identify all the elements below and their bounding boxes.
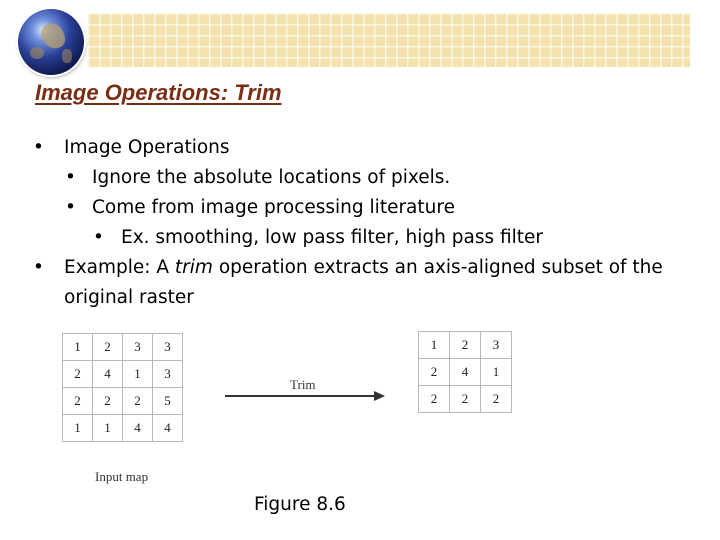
grid-cell: 1	[419, 332, 450, 359]
bullet-marker: •	[33, 137, 44, 158]
bullet-text: Come from image processing literature	[92, 197, 455, 218]
grid-row	[419, 386, 512, 413]
bullet-marker: •	[65, 167, 76, 188]
grid-row	[63, 361, 183, 388]
bullet-text: original raster	[64, 287, 194, 308]
grid-cell: 2	[63, 361, 93, 388]
sub-bullet-item	[33, 193, 703, 223]
trim-label: Trim	[290, 377, 316, 392]
bullet-item	[33, 133, 703, 163]
grid-cell: 2	[63, 388, 93, 415]
grid-cell: 3	[153, 334, 183, 361]
grid-cell: 4	[123, 415, 153, 442]
bullet-marker: •	[65, 197, 76, 218]
figure-caption: Figure 8.6	[254, 494, 346, 515]
grid-cell: 4	[450, 359, 481, 386]
input-map-grid	[62, 333, 183, 442]
slide-title: Image Operations: Trim	[35, 80, 282, 105]
input-map-label: Input map	[95, 469, 149, 484]
header-band	[88, 13, 690, 67]
grid-cell: 2	[123, 388, 153, 415]
grid-cell: 4	[153, 415, 183, 442]
globe-icon	[18, 9, 84, 75]
grid-row	[63, 415, 183, 442]
grid-cell: 2	[481, 386, 512, 413]
grid-cell: 1	[63, 415, 93, 442]
bullet-item	[33, 253, 703, 283]
grid-cell: 2	[93, 388, 123, 415]
grid-cell: 1	[123, 361, 153, 388]
grid-cell: 1	[63, 334, 93, 361]
grid-cell: 3	[123, 334, 153, 361]
grid-cell: 3	[153, 361, 183, 388]
bullet-marker: •	[33, 257, 44, 278]
grid-cell: 2	[93, 334, 123, 361]
grid-row	[63, 388, 183, 415]
bullet-text-emphasis: trim	[174, 257, 213, 278]
bullet-text-before: Example: A	[64, 257, 175, 278]
sub-sub-bullet-item	[33, 223, 703, 253]
grid-cell: 1	[93, 415, 123, 442]
bullet-text-after: operation extracts an axis-aligned subset of the	[212, 257, 663, 278]
bullet-text: Ex. smoothing, low pass filter, high pass filter	[121, 227, 544, 248]
grid-cell: 2	[419, 359, 450, 386]
grid-row	[63, 334, 183, 361]
bullet-list	[33, 133, 703, 313]
grid-cell: 5	[153, 388, 183, 415]
grid-row	[419, 359, 512, 386]
bullet-text: Image Operations	[64, 137, 230, 158]
grid-cell: 4	[93, 361, 123, 388]
grid-cell: 2	[450, 386, 481, 413]
trim-arrow	[225, 395, 375, 397]
bullet-continuation	[33, 283, 703, 313]
bullet-text	[64, 253, 663, 283]
grid-cell: 2	[419, 386, 450, 413]
grid-cell: 2	[450, 332, 481, 359]
grid-cell: 3	[481, 332, 512, 359]
grid-row	[419, 332, 512, 359]
sub-bullet-item	[33, 163, 703, 193]
arrow-head-icon	[374, 391, 385, 401]
output-map-grid	[418, 331, 512, 413]
grid-cell: 1	[481, 359, 512, 386]
bullet-marker: •	[93, 227, 104, 248]
bullet-text: Ignore the absolute locations of pixels.	[92, 167, 451, 188]
